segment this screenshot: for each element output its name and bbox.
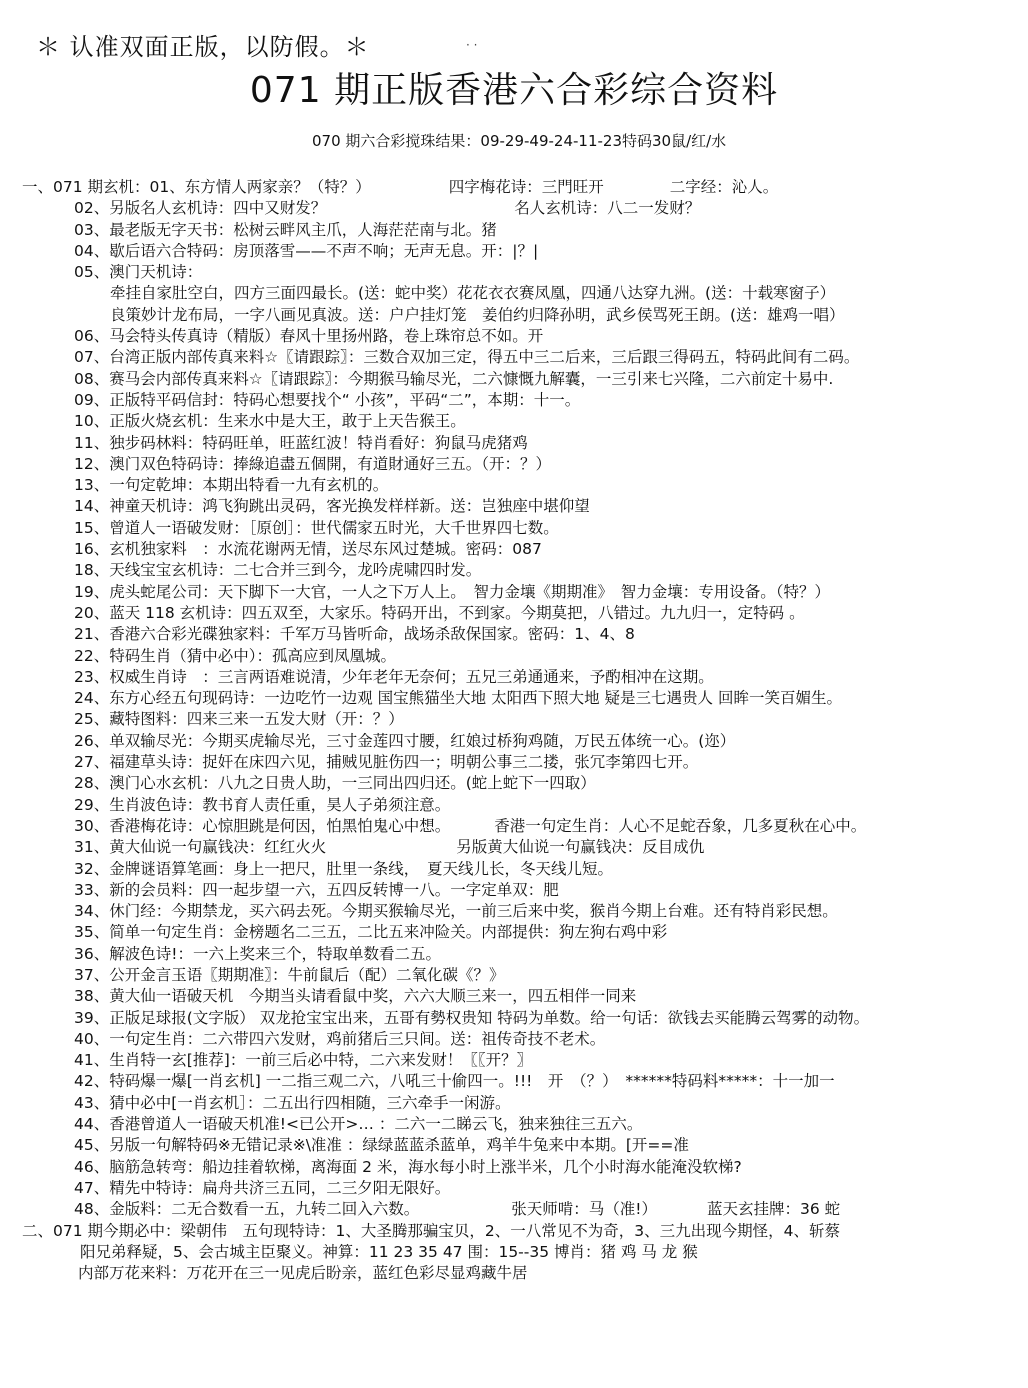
list-item — [22, 1071, 1022, 1092]
item-text: 马会特头传真诗（精版）春风十里扬州路，卷上珠帘总不如。开 — [109, 327, 544, 346]
item-number: 02、 — [74, 199, 110, 218]
item-number: 14、 — [74, 497, 110, 516]
section-line — [22, 177, 1022, 198]
item-text: 特码生肖（猜中必中）：孤高应到凤凰城。 — [109, 646, 396, 665]
item-number: 41、 — [74, 1051, 110, 1070]
item-text: 二字经：沁人。 — [669, 178, 779, 196]
item-number: 48、 — [74, 1200, 110, 1219]
item-number: 05、 — [74, 263, 110, 282]
list-item — [22, 880, 1022, 901]
list-item — [22, 667, 1022, 688]
item-number: 10、 — [74, 412, 110, 431]
item-text: 香港六合彩光碟独家料：千军万马皆听命，战场杀敌保国家。密码：1、4、8 — [109, 625, 635, 644]
item-text: 单双输尽光：今期买虎输尽光，三寸金莲四寸腰，红娘过桥狗鸡随，万民五体统一心。(迩） — [109, 731, 736, 750]
list-item — [22, 496, 1022, 517]
list-item — [22, 1178, 1022, 1199]
item-text: 另版一句解特码※无错记录※\准准 ：绿绿蓝蓝杀蓝单，鸡羊牛兔来中本期。[开==准 — [109, 1136, 689, 1155]
list-item — [22, 1135, 1022, 1156]
item-text: 休门经：今期禁龙，买六码去死。今期买猴输尽光，一前三后来中奖，猴肖今期上台难。还有特肖彩民想。 — [109, 902, 838, 921]
list-item — [22, 1029, 1022, 1050]
item-number: 31、 — [74, 838, 110, 857]
item-number: 44、 — [74, 1115, 110, 1134]
item-text: 良策妙计龙布局，一字八画见真波。送：户户挂灯笼 姜伯约归降孙明，武乡侯骂死王朗。(送：雄鸡一唱） — [110, 305, 845, 324]
list-item — [22, 816, 1022, 837]
list-item-continuation — [22, 283, 1022, 304]
item-text: 另版黄大仙说一句赢钱决：反目成仇 — [456, 838, 705, 857]
info-list — [22, 177, 1022, 1284]
item-number: 29、 — [74, 795, 110, 814]
list-item — [22, 220, 1022, 241]
list-item — [22, 411, 1022, 432]
item-number: 30、 — [74, 816, 110, 835]
item-text: 香港曾道人一语破天机准!<已公开>… ：二六一二睇云飞，独来独往三五六。 — [109, 1115, 643, 1134]
item-text: 解波色诗!：一六上奖来三个，特取单数看二五。 — [109, 944, 441, 963]
item-number: 06、 — [74, 327, 110, 346]
item-text: 特码爆一爆[一肖玄机] 一二指三观二六，八吼三十偷四一。!!! 开 （？） ******特码料*****：十一加一 — [109, 1072, 835, 1091]
list-item — [22, 986, 1022, 1007]
item-text: 正版足球报(文字版） 双龙抢宝宝出来，五哥有勢权贵知 特码为单数。给一句话：欲钱去买能腾云驾雾的动物。 — [109, 1008, 870, 1027]
item-text: 新的会员料：四一起步望一六，五四反转博一八。一字定单双：肥 — [109, 880, 559, 899]
list-item — [22, 347, 1022, 368]
item-text: 台湾正版内部传真来料☆〖请跟踪〗：三数合双加三定，得五中三二后来，三后跟三得码五，特码此间有二码。 — [109, 348, 860, 367]
list-item — [22, 603, 1022, 624]
list-item — [22, 475, 1022, 496]
item-text: 香港一句定生肖：人心不足蛇吞象，几多夏秋在心中。 — [494, 816, 867, 835]
item-text: 权威生肖诗 ：三言两语难说清，少年老年无奈何；五兄三弟通通来，予酌相冲在这期。 — [109, 667, 714, 686]
list-item — [22, 1093, 1022, 1114]
item-text: 071 期今期必中：梁朝伟 五句现特诗：1、大圣腾那骗宝贝，2、一八常见不为奇，3、三九出现今期怪，4、斩蔡 — [53, 1221, 840, 1240]
item-text: 金版料：二无合数看一五，九转二回入六数。 — [109, 1200, 420, 1219]
item-text: 独步码林料：特码旺单，旺蓝红波！特肖看好：狗鼠马虎猪鸡 — [109, 433, 528, 452]
item-text: 黄大仙一语破天机 今期当头请看鼠中奖，六六大顺三来一，四五相伴一同来 — [109, 987, 637, 1006]
item-text: 福建草头诗：捉奸在床四六见，捕贼见脏伤四一；明朝公事三二搂，张冗李第四七开。 — [109, 753, 699, 772]
item-number: 18、 — [74, 561, 110, 580]
item-number: 23、 — [74, 667, 110, 686]
item-text: 天线宝宝玄机诗：二七合并三到今，龙吟虎啸四时发。 — [109, 561, 482, 580]
item-number: 42、 — [74, 1072, 110, 1091]
item-text: 精先中特诗：扁舟共济三五同，二三夕阳无限好。 — [109, 1178, 451, 1197]
item-text: 蓝天玄挂牌：36 蛇 — [706, 1200, 841, 1219]
item-text: 最老版无字天书：松树云畔风主爪，人海茫茫南与北。猪 — [109, 220, 497, 239]
item-number: 19、 — [74, 582, 110, 601]
item-text: 猜中必中[一肖玄机］：二五出行四相随，三六牵手一闲游。 — [109, 1093, 511, 1112]
list-item — [22, 241, 1022, 262]
item-text: 神童天机诗：鸿飞狗跳出灵码，客光换发样样新。送：岂独座中堪仰望 — [109, 497, 590, 516]
list-item — [22, 1199, 1022, 1220]
list-item — [22, 624, 1022, 645]
item-number: 03、 — [74, 220, 110, 239]
item-text: 藏特图料：四来三来一五发大财（开：？） — [109, 710, 404, 729]
list-item — [22, 390, 1022, 411]
item-number: 15、 — [74, 518, 110, 537]
list-item — [22, 1050, 1022, 1071]
list-item — [22, 198, 1022, 219]
item-number: 40、 — [74, 1029, 110, 1048]
list-item — [22, 454, 1022, 475]
item-number: 39、 — [74, 1008, 110, 1027]
item-number: 11、 — [74, 433, 110, 452]
list-item — [22, 859, 1022, 880]
item-number: 37、 — [74, 965, 110, 984]
item-text: 澳门天机诗： — [109, 263, 203, 282]
item-number: 45、 — [74, 1136, 110, 1155]
item-text: 简单一句定生肖：金榜题名二三五，二比五来冲险关。内部提供：狗左狗右鸡中彩 — [109, 923, 668, 942]
item-text: 金牌谜语算笔画：身上一把尺，肚里一条线， 夏天线儿长，冬天线儿短。 — [109, 859, 613, 878]
item-text: 澳门双色特码诗：捧綠追盡五個開，有道財通好三五。（开：？） — [109, 454, 551, 473]
item-text: 虎头蛇尾公司：天下脚下一大官，一人之下万人上。 智力金壤《期期准》 智力金壤：专用设备。（特？） — [109, 582, 830, 601]
item-number: 27、 — [74, 753, 110, 772]
item-text: 一句定乾坤：本期出特看一九有玄机的。 — [109, 476, 389, 495]
item-number: 22、 — [74, 646, 110, 665]
item-text: 曾道人一语破发财：［原创］：世代儒家五时光，大千世界四七数。 — [109, 518, 559, 537]
list-item — [22, 965, 1022, 986]
list-item — [22, 773, 1022, 794]
list-item — [22, 731, 1022, 752]
item-text: 牵挂自家肚空白，四方三面四最长。(送：蛇中奖）花花衣衣赛凤凰，四通八达穿九洲。(送：十载寒窗子） — [110, 284, 836, 303]
list-item — [22, 1008, 1022, 1029]
item-number: 08、 — [74, 369, 110, 388]
item-text: 蓝天 118 玄机诗：四五双至，大家乐。特码开出，不到家。今期莫把，八错过。九九归一，定特码 。 — [109, 603, 805, 622]
item-number: 21、 — [74, 625, 110, 644]
item-text: 另版名人玄机诗：四中又财发？ — [109, 199, 327, 218]
list-item — [22, 922, 1022, 943]
item-number: 32、 — [74, 859, 110, 878]
section-line — [22, 1221, 1022, 1242]
list-item — [22, 560, 1022, 581]
list-item — [22, 518, 1022, 539]
item-number: 46、 — [74, 1157, 110, 1176]
item-text: 香港梅花诗：心惊胆跳是何因，怕黑怕鬼心中想。 — [109, 816, 451, 835]
list-item — [22, 1157, 1022, 1178]
item-text: 赛马会内部传真来料☆〖请跟踪〗：今期猴马输尽光，二六慷慨九解囊，一三引来七兴隆，二六前定十易中. — [109, 369, 834, 388]
list-item-continuation — [22, 305, 1022, 326]
item-number: 34、 — [74, 902, 110, 921]
item-text: 正版特平码信封：特码心想要找个“ 小孩”，平码“二”，本期：十一。 — [109, 390, 581, 409]
item-number: 47、 — [74, 1178, 110, 1197]
item-number: 35、 — [74, 923, 110, 942]
item-number: 36、 — [74, 944, 110, 963]
item-text: 公开金言玉语〖期期准〗：牛前鼠后（配）二氧化碳《？》 — [109, 965, 505, 984]
item-number: 26、 — [74, 731, 110, 750]
item-number: 28、 — [74, 774, 110, 793]
item-number: 43、 — [74, 1093, 110, 1112]
list-item — [22, 1114, 1022, 1135]
list-item — [22, 901, 1022, 922]
list-item — [22, 539, 1022, 560]
last-draw-result: 070 期六合彩搅珠结果：09-29-49-24-11-23特码30鼠/红/水 — [312, 132, 727, 150]
item-number: 38、 — [74, 987, 110, 1006]
item-text: 澳门心水玄机：八九之日贵人助，一三同出四归还。(蛇上蛇下一四取） — [109, 774, 596, 793]
item-number: 一、 — [22, 178, 54, 196]
item-text: 脑筋急转弯：船边挂着软梯，离海面 2 米，海水每小时上涨半米，几个小时海水能淹没软梯? — [109, 1157, 742, 1176]
list-item — [22, 326, 1022, 347]
item-text: 玄机独家料 ：水流花谢两无情，送尽东风过楚城。密码：087 — [109, 540, 542, 559]
item-text: 正版火烧玄机：生来水中是大王，敢于上天告猴王。 — [109, 412, 466, 431]
item-number: 16、 — [74, 540, 110, 559]
list-item — [22, 262, 1022, 283]
item-text: 生肖波色诗：教书育人责任重，昊人子弟须注意。 — [109, 795, 451, 814]
page-title: 071 期正版香港六合彩综合资料 — [249, 70, 779, 111]
list-item — [22, 795, 1022, 816]
item-number: 二、 — [22, 1221, 54, 1240]
item-number: 09、 — [74, 390, 110, 409]
item-number: 25、 — [74, 710, 110, 729]
item-text: 生肖特一玄[推荐]：一前三后必中特，二六来发财！〖〖开？〗 — [109, 1051, 533, 1070]
list-item — [22, 433, 1022, 454]
decorative-dots: · · — [466, 38, 478, 52]
list-item — [22, 709, 1022, 730]
item-text: 歇后语六合特码：房顶落雪——不声不响；无声无息。开：|？| — [109, 241, 539, 260]
list-item — [22, 944, 1022, 965]
list-item-continuation — [22, 1263, 1022, 1284]
item-text: 阳兄弟释疑，5、会古城主臣聚义。神算：11 23 35 47 围：15--35 博肖：猪 鸡 马 龙 猴 — [80, 1242, 698, 1261]
item-text: 071 期玄机：01、东方情人两家亲？（特？） — [53, 178, 371, 196]
item-text: 黄大仙说一句赢钱决：红红火火 — [109, 838, 327, 857]
item-number: 24、 — [74, 689, 110, 708]
list-item-continuation — [22, 1242, 1022, 1263]
list-item — [22, 752, 1022, 773]
item-number: 07、 — [74, 348, 110, 367]
item-number: 20、 — [74, 603, 110, 622]
item-number: 13、 — [74, 476, 110, 495]
item-text: 东方心经五句现码诗：一边吃竹一边观 国宝熊猫坐大地 太阳西下照大地 疑是三七遇贵人 回眸一笑百媚生。 — [109, 689, 842, 708]
item-text: 内部万花来料：万花开在三一见虎后盼亲，蓝红色彩尽显鸡藏牛居 — [78, 1264, 528, 1283]
item-number: 33、 — [74, 880, 110, 899]
item-number: 12、 — [74, 454, 110, 473]
item-number: 04、 — [74, 241, 110, 260]
item-text: 一句定生肖：二六带四六发财，鸡前猪后三只间。送：祖传奇技不老术。 — [109, 1029, 606, 1048]
item-text: 名人玄机诗：八二一发财？ — [514, 199, 701, 218]
list-item — [22, 837, 1022, 858]
list-item — [22, 582, 1022, 603]
item-text: 四字梅花诗：三門旺开 — [448, 178, 604, 196]
list-item — [22, 646, 1022, 667]
list-item — [22, 369, 1022, 390]
item-text: 张天师啃：马（准!） — [511, 1200, 657, 1219]
list-item — [22, 688, 1022, 709]
authenticity-notice: ＊ 认准双面正版，以防假。＊ — [36, 33, 370, 61]
